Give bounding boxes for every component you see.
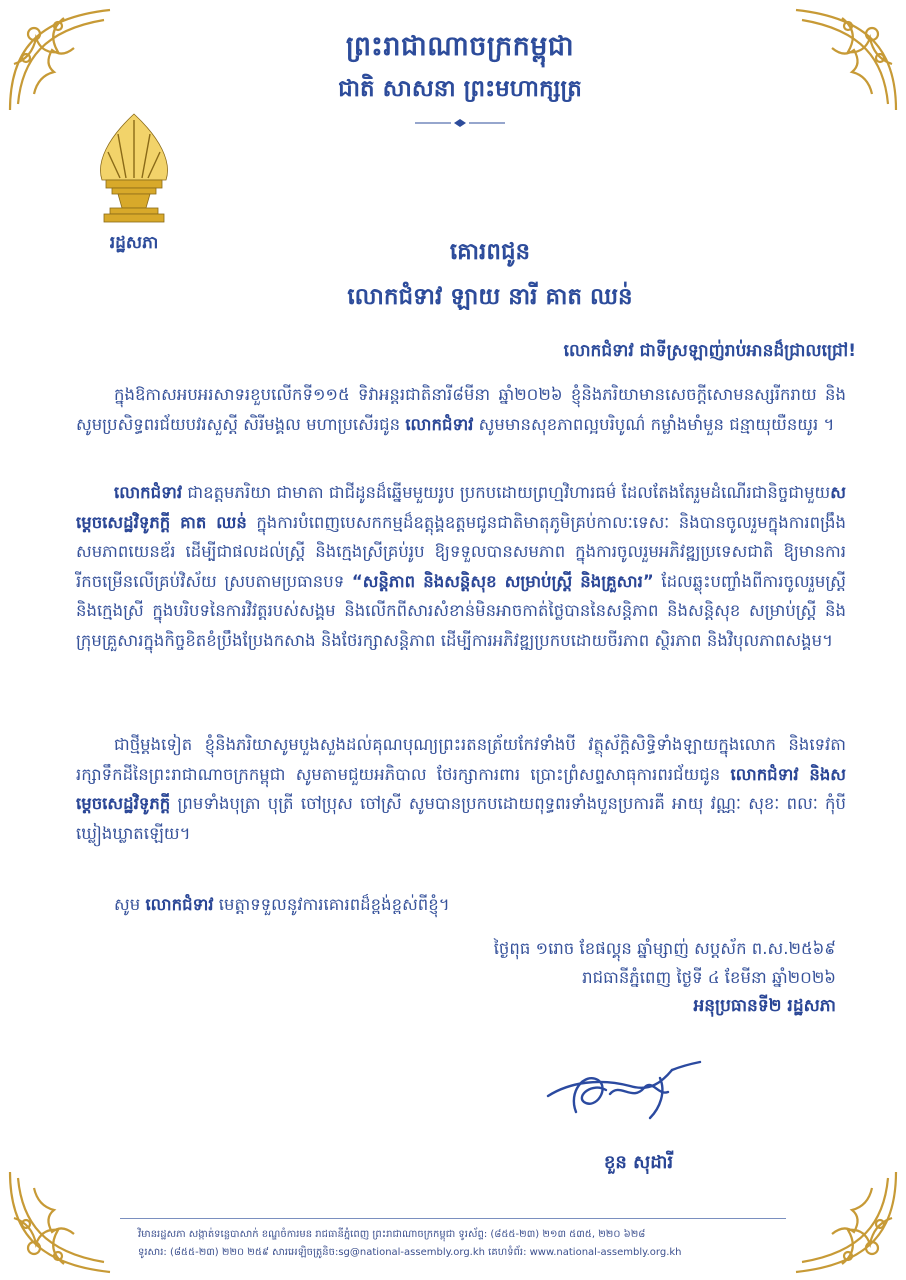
addressee-greeting: គោរពជូន: [449, 239, 531, 265]
addressee-block: [200, 238, 780, 316]
paragraph-text: ជាឧត្តមភរិយា ជាមាតា ជាជីដូនដ៏ឆ្នើមមួយរូប ប្រកបដោយព្រហ្មវិហារធម៌ ដែលតែងតែរួមដំណើរជានិច្ចជាមួយ: [182, 483, 831, 502]
paragraph-3: [76, 730, 846, 848]
emblem-label: រដ្ឋសភា: [109, 233, 159, 253]
corner-ornament-icon: [784, 1166, 902, 1278]
corner-ornament-icon: [4, 4, 122, 116]
signer-role: អនុប្រធានទី២ រដ្ឋសភា: [693, 996, 836, 1016]
national-motto: ជាតិ សាសនា ព្រះមហាក្សត្រ: [338, 76, 582, 102]
lunar-date: ថ្ងៃពុធ ១រោច ខែផល្គុន ឆ្នាំម្សាញ់ សប្តស័ក ព.ស.២៥៦៩: [493, 939, 836, 958]
footer-contact-line: ទូរសារ: (៨៥៥-២៣) ២២០ ២៥៩ សារអេឡិចត្រូនិច:sg@national-assembly.org.kh គេហទំព័រ: www.national-assembly.org.kh: [138, 1247, 682, 1258]
paragraph-text: ដែលឆ្លុះបញ្ចាំងពីការចូលរួមស្ត្រី និងក្មេងស្រី ក្នុងបរិបទនៃការវិវត្តរបស់សង្គម និងលើកពីសារសំខាន់មិនអាចកាត់ថ្លៃបាននៃសន្តិភាព និងសន្តិសុខ សម្រាប់ស្ត្រី និងក្រុមគ្រួសារក្នុងកិច្ចខិតខំប្រឹងប្រែងកសាង និងថែរក្សាសន្តិភាព ដើម្បីការអភិវឌ្ឍប្រកបដោយចីរភាព ស្ថិរភាព និងវិបុលភាពសង្គម។: [76, 571, 847, 650]
paragraph-text: ព្រមទាំងបុត្រា បុត្រី ចៅប្រុស ចៅស្រី សូមបានប្រកបដោយពុទ្ធពរទាំងបួនប្រការគឺ អាយុ វណ្ណៈ សុខៈ ពលៈ កុំបីឃ្លៀងឃ្លាតឡើយ។: [76, 794, 846, 843]
paragraph-text: មេត្តាទទួលនូវការគោរពដ៏ខ្ពង់ខ្ពស់ពីខ្ញុំ។: [213, 895, 450, 914]
paragraph-text: សូម: [114, 895, 146, 914]
paragraph-4: [114, 890, 854, 920]
paragraph-text: ជាថ្មីម្តងទៀត ខ្ញុំនិងភរិយាសូមបួងសួងដល់គុណបុណ្យព្រះរតនត្រ័យកែវទាំងបី វត្ថុស័ក្តិសិទ្ធិទាំងឡាយក្នុងលោក និងទេវតារក្សាទឹកដីនៃព្រះរាជាណាចក្រកម្ពុជា សូមតាមជួយអភិបាល ថែរក្សាការពារ ប្រោះព្រំសព្ទសាធុការពរជ័យជូន: [76, 735, 846, 784]
divider-ornament-icon: [415, 118, 505, 128]
kingdom-title: ព្រះរាជាណាចក្រកម្ពុជា: [345, 31, 575, 62]
honorific-bold: លោកជំទាវ និងសម្តេចសេដ្ឋវិទូភក្តី: [76, 764, 846, 813]
paragraph-text: សូមមានសុខភាពល្អបរិបូណ៌ កម្លាំងមាំមួន ជន្មាយុយឺនយូរ ។: [473, 414, 835, 434]
closing-block: [366, 934, 836, 1021]
honorific-bold: លោកជំទាវ: [114, 483, 183, 502]
honorific-bold: លោកជំទាវ: [405, 414, 474, 434]
corner-ornament-icon: [784, 4, 902, 116]
corner-ornament-icon: [4, 1166, 122, 1278]
signer-name: ខួន សុដារី: [604, 1152, 674, 1173]
paragraph-text: ក្នុងឱកាសអបអរសាទរខួបលើកទី១១៥ ទិវាអន្តរជាតិនារី៨មីនា ឆ្នាំ២០២៦ ខ្ញុំនិងភរិយាមានសេចក្តីសោមនស្សរីករាយ និងសូមប្រសិទ្ធពរជ័យបវរសួស្តី សិរីមង្គល មហាប្រសើរជូន: [76, 385, 846, 434]
paragraph-1: [76, 380, 846, 439]
national-assembly-emblem-icon: [88, 110, 180, 230]
honorific-bold: លោកជំទាវ: [145, 895, 214, 914]
signature-icon: [540, 1052, 710, 1124]
paragraph-text: ក្នុងការបំពេញបេសកកម្មដ៏ឧត្តុង្គឧត្តមជូនជាតិមាតុភូមិគ្រប់កាលៈទេសៈ និងបានចូលរួមក្នុងការពង្រឹងសមភាពយេនឌ័រ ដើម្បីជាផលដល់ស្ត្រី និងក្មេងស្រីគ្រប់រូប ឱ្យទទួលបានសមភាព ក្នុងការចូលរួមអភិវឌ្ឍប្រទេសជាតិ ឱ្យមានការរីកចម្រើនលើគ្រប់វិស័យ ស្របតាមប្រធានបទ: [76, 512, 846, 591]
city-date: រាជធានីភ្នំពេញ ថ្ងៃទី ៤ ខែមីនា ឆ្នាំ២០២៦: [582, 968, 836, 987]
footer-contact: [138, 1226, 778, 1262]
theme-bold: “សន្តិភាព និងសន្តិសុខ សម្រាប់ស្ត្រី និងគ្រួសារ”: [351, 571, 654, 591]
paragraph-2: [76, 478, 846, 655]
footer-divider: [120, 1218, 786, 1219]
honorific-bold: សម្តេចសេដ្ឋវិទូភក្តី គាត ឈន់: [76, 483, 846, 532]
salutation: លោកជំទាវ ជាទីស្រឡាញ់រាប់អានដ៏ជ្រាលជ្រៅ!: [563, 341, 856, 361]
letterhead: [250, 30, 670, 132]
addressee-name: លោកជំទាវ ឡាយ នារី គាត ឈន់: [347, 284, 633, 310]
footer-address: វិមានរដ្ឋសភា សង្កាត់ទន្លេបាសាក់ ខណ្ឌចំការមន រាជធានីភ្នំពេញ ព្រះរាជាណាចក្រកម្ពុជា ទូរស័ព្ទ: (៨៥៥-២៣) ២១៣ ៥៣៥, ២២០ ៦២៨: [138, 1229, 646, 1240]
